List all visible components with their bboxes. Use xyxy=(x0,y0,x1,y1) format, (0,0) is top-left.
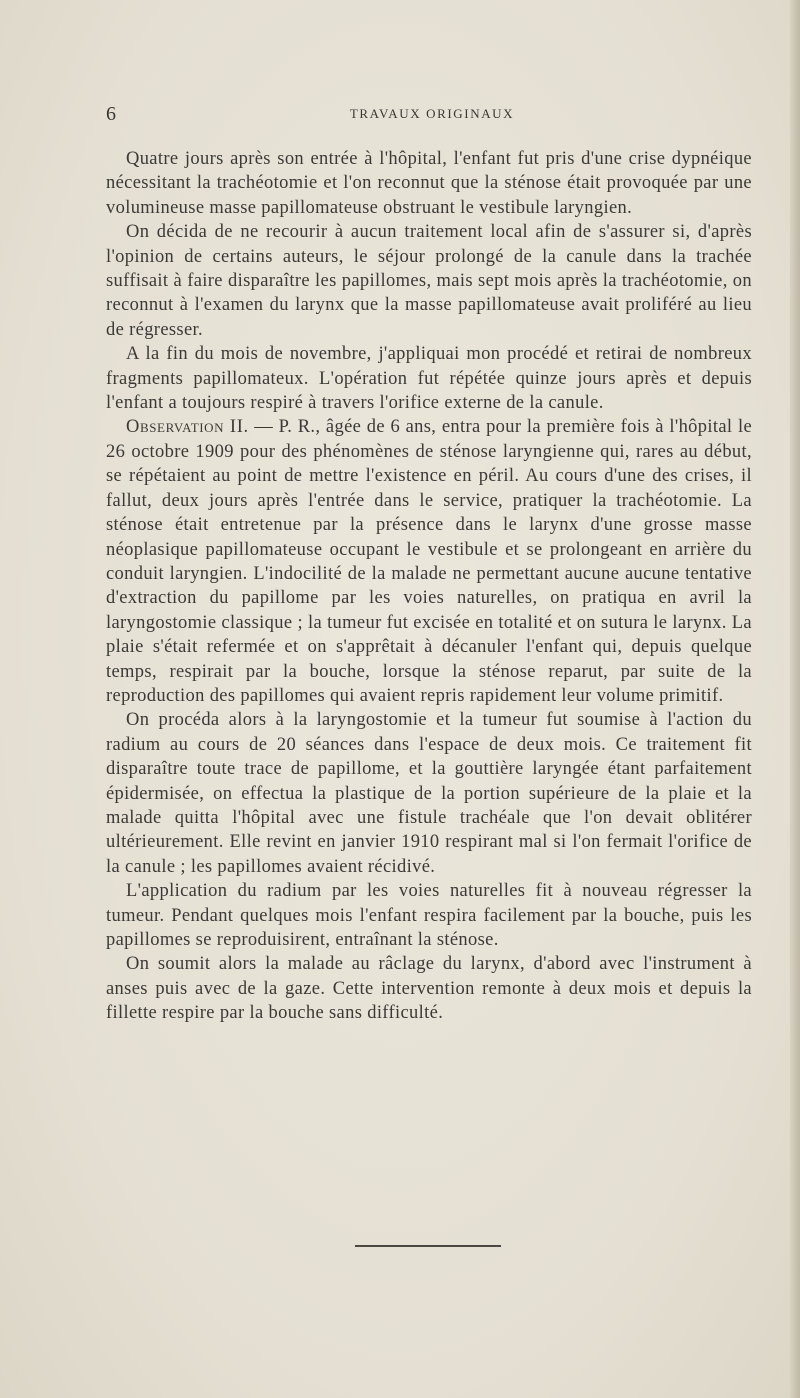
paragraph-5: On procéda alors à la laryngostomie et la tumeur fut soumise à l'action du radium au cours de 20 séances dans l'espace de deux mois. Ce traitement fit disparaître toute trace de papillome, et la gouttière laryngée étant parfaitement épidermisée, on effectua la plastique de la portion supérieure de la plaie et la malade quitta l'hôpital avec une fistule trachéale que l'on devait oblitérer ultérieurement. Elle revint en janvier 1910 respirant mal si l'on fermait l'orifice de la canule ; les papillomes avaient récidivé. xyxy=(106,710,752,877)
paragraph-6: L'application du radium par les voies naturelles fit à nouveau régresser la tumeur. Pendant quelques mois l'enfant respira facilement par la bouche, puis les papillomes se reproduisirent, entraînant la sténose. xyxy=(106,881,752,950)
observation-heading: Observation II. xyxy=(126,417,249,438)
paragraph-4-text: — P. R., âgée de 6 ans, entra pour la première fois à l'hôpital le 26 octobre 1909 pour des phénomènes de sténose laryngienne qui, rares au début, se répétaient au point de mettre l'existence en péril. Au cours d'une des crises, il fallut, deux jours après l'entrée dans le service, pratiquer la trachéotomie. La sténose était entretenue par la présence dans le larynx d'une grosse masse néoplasique papillomateuse occupant le vestibule et se prolongeant en arrière du conduit laryngien. L'indocilité de la malade ne permettant aucune aucune tentative d'extraction du papillome par les voies naturelles, on pratiqua en avril la laryngostomie classique ; la tumeur fut excisée en totalité et on sutura le larynx. La plaie s'était refermée et on s'apprêtait à décanuler l'enfant qui, depuis quelque temps, respirait par la bouche, lorsque la sténose reparut, par suite de la reproduction des papillomes qui avaient repris rapidement leur volume primitif. xyxy=(106,417,753,706)
paragraph-7: On soumit alors la malade au râclage du larynx, d'abord avec l'instrument à anses puis avec de la gaze. Cette intervention remonte à deux mois et depuis la fillette respire par la bouche sans difficulté. xyxy=(106,954,752,1024)
section-rule xyxy=(355,1245,501,1247)
paragraph-2: On décida de ne recourir à aucun traitement local afin de s'assurer si, d'après l'opinion de certains auteurs, le séjour prolongé de la canule dans la trachée suffisait à faire disparaître les papillomes, mais sept mois après la trachéotomie, on reconnut à l'examen du larynx que la masse papillomateuse avait proliféré au lieu de régresser. xyxy=(106,222,752,340)
body-text xyxy=(106,147,752,1026)
paragraph-4 xyxy=(106,415,752,708)
page-edge-shadow xyxy=(790,0,800,1398)
page-number: 6 xyxy=(106,103,116,125)
paragraph-1: Quatre jours après son entrée à l'hôpital, l'enfant fut pris d'une crise dypnéique nécessitant la trachéotomie et l'on reconnut que la sténose était provoquée par une volumineuse masse papillomateuse obstruant le vestibule laryngien. xyxy=(106,149,752,218)
paragraph-3: A la fin du mois de novembre, j'appliquai mon procédé et retirai de nombreux fragments papillomateux. L'opération fut répétée quinze jours après et depuis l'enfant a toujours respiré à travers l'orifice externe de la canule. xyxy=(106,344,752,414)
running-head xyxy=(106,100,758,128)
running-title: TRAVAUX ORIGINAUX xyxy=(349,106,515,121)
